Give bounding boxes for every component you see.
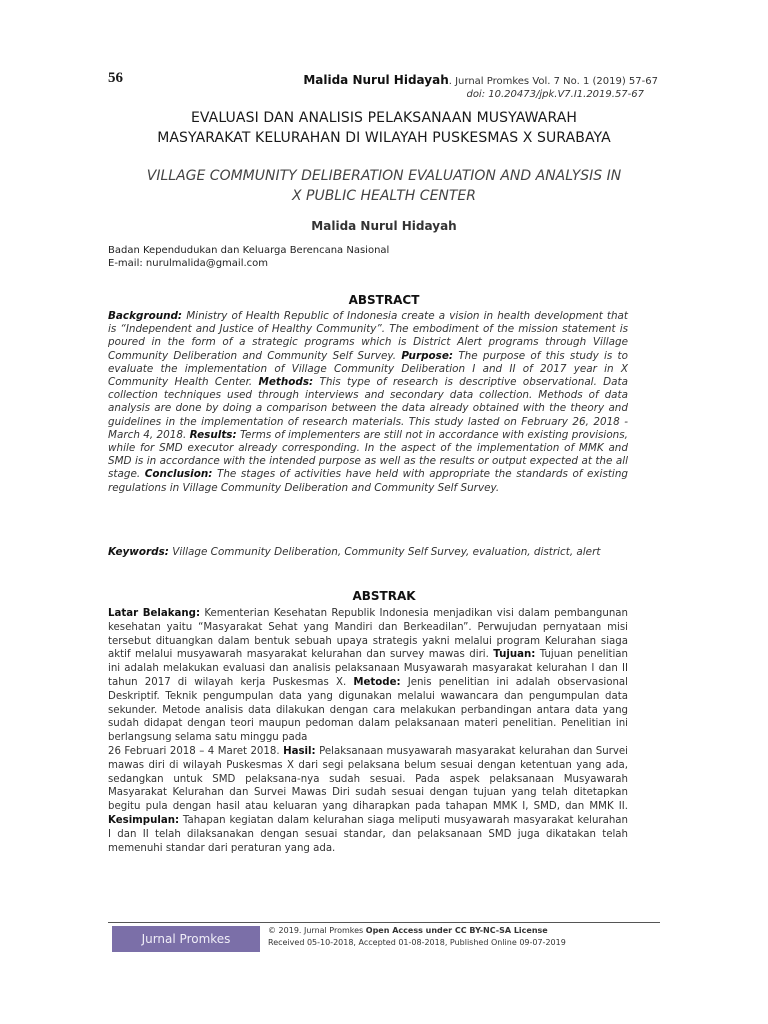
- metode-text: Jenis penelitian ini adalah observasional Deskriptif. Teknik pengumpulan data yang digunakan melalui wawancara dan pengumpulan data sekunder. Metode analisis data dilakukan dengan cara melakukan perbandingan antara data yang sudah didapat dengan teori maupun pedoman dalam pelaksanaan materi penelitian. Penelitian ini berlangsung selama satu minggu pada: [108, 676, 628, 744]
- doi: doi: 10.20473/jpk.V7.I1.2019.57-67: [466, 89, 644, 100]
- footer-copyright: © 2019. Jurnal Promkes: [268, 926, 366, 935]
- footer-license: Open Access under CC BY-NC-SA License: [365, 926, 548, 935]
- tujuan-label: Tujuan:: [493, 649, 536, 661]
- subtitle-line-1: VILLAGE COMMUNITY DELIBERATION EVALUATION AND ANALYSIS IN: [146, 168, 622, 184]
- abstract-heading: ABSTRACT: [348, 293, 420, 307]
- methods-label: Methods:: [258, 376, 314, 389]
- purpose-label: Purpose:: [401, 349, 454, 362]
- date-text: 26 Februari 2018 – 4 Maret 2018.: [108, 745, 284, 757]
- background-label: Background:: [108, 310, 183, 322]
- kesimpulan-label: Kesimpulan:: [108, 814, 180, 826]
- results-text: Terms of implementers are still not in accordance with existing provisions, while for SMD executor already corresponding. In the aspect of the implementation of MMK and SMD is in accordance with the intended purpose as well as the results or output expected at the all stage.: [108, 428, 628, 481]
- author-name: Malida Nurul Hidayah: [311, 219, 457, 233]
- article-subtitle: [108, 166, 660, 206]
- tujuan-text: Tujuan penelitian ini adalah melakukan evaluasi dan analisis pelaksanaan Musyawarah masyarakat kelurahan I dan II tahun 2017 di wilayah kerja Puskesmas X.: [108, 649, 628, 688]
- page-number: 56: [108, 70, 123, 86]
- metode-label: Metode:: [353, 676, 401, 688]
- hasil-label: Hasil:: [283, 745, 316, 757]
- conclusion-label: Conclusion:: [144, 468, 213, 481]
- affiliation-institution: Badan Kependudukan dan Keluarga Berencana Nasional: [108, 245, 390, 256]
- footer-divider: [108, 922, 660, 923]
- article-title: [108, 108, 660, 148]
- latar-label: Latar Belakang:: [108, 608, 201, 619]
- background-text: Ministry of Health Republic of Indonesia create a vision in health development that is “Independent and Justice of Healthy Community”. The embodiment of the mission statement is poured in the form of a strategic programs which is District Alert programs through Village Community Deliberation and Community Self Survey.: [108, 310, 628, 362]
- results-label: Results:: [189, 428, 237, 441]
- abstrak-paragraph-2: [108, 745, 628, 855]
- keywords-text: Village Community Deliberation, Community Self Survey, evaluation, district, alert: [168, 546, 601, 558]
- subtitle-line-2: X PUBLIC HEALTH CENTER: [291, 188, 477, 204]
- hasil-text: Pelaksanaan musyawarah masyarakat kelurahan dan Survei mawas diri di wilayah Puskesmas X dari segi pelaksana belum sesuai dengan ketentuan yang ada, sedangkan untuk SMD pelaksana-nya sudah sesuai. Pada aspek pelaksanaan Musyawarah Masyarakat Kelurahan dan Survei Mawas Diri sudah sesuai dengan tujuan yang telah ditetapkan begitu pula dengan hasil atau keluaran yang diharapkan pada tahapan MMK I, SMD, dan MMK II.: [108, 745, 628, 813]
- abstract-body: [108, 310, 628, 495]
- title-line-1: EVALUASI DAN ANALISIS PELAKSANAAN MUSYAWARAH: [190, 110, 578, 126]
- title-line-2: MASYARAKAT KELURAHAN DI WILAYAH PUSKESMAS X SURABAYA: [157, 130, 611, 146]
- citation-journal: . Jurnal Promkes Vol. 7 No. 1 (2019) 57-67: [448, 76, 658, 87]
- conclusion-text: The stages of activities have held with appropriate the standards of existing regulations in Village Community Deliberation and Community Self Survey.: [108, 468, 628, 494]
- affiliation: [108, 244, 389, 270]
- latar-text: Kementerian Kesehatan Republik Indonesia menjadikan visi dalam pembangunan kesehatan yaitu “Masyarakat Sehat yang Mandiri dan Berkeadilan”. Perwujudan pernyataan misi tersebut dituangkan dalam bentuk sebuah upaya strategis yakni melalui program Kelurahan siaga aktif melalui musyawarah masyarakat kelurahan dan survey mawas diri.: [108, 608, 628, 661]
- purpose-text: The purpose of this study is to evaluate the implementation of Village Community Deliberation I and II of 2017 year in X Community Health Center.: [108, 349, 628, 389]
- abstrak-heading: ABSTRAK: [352, 589, 416, 603]
- abstrak-body: [108, 607, 628, 855]
- abstrak-paragraph-1: [108, 607, 628, 745]
- journal-badge: Jurnal Promkes: [112, 926, 260, 952]
- methods-text: This type of research is descriptive observational. Data collection techniques used through interviews and secondary data collection. Methods of data analysis are done by doing a comparison between the data already obtained with the theory and guidelines in the implementation of research materials. This study lasted on February 26, 2018 - March 4, 2018.: [108, 376, 628, 441]
- keywords: [108, 546, 628, 559]
- footer-dates: Received 05-10-2018, Accepted 01-08-2018, Published Online 09-07-2019: [268, 938, 566, 947]
- keywords-label: Keywords:: [108, 546, 169, 558]
- citation-header: [303, 74, 658, 101]
- affiliation-email: E-mail: nurulmalida@gmail.com: [108, 258, 269, 269]
- kesimpulan-text: Tahapan kegiatan dalam kelurahan siaga meliputi musyawarah masyarakat kelurahan I dan II telah dilaksanakan dengan sesuai standar, dan pelaksanaan SMD juga dikatakan telah memenuhi standar dari peraturan yang ada.: [108, 814, 628, 854]
- footer-info: [268, 925, 566, 949]
- citation-author: Malida Nurul Hidayah: [303, 73, 449, 87]
